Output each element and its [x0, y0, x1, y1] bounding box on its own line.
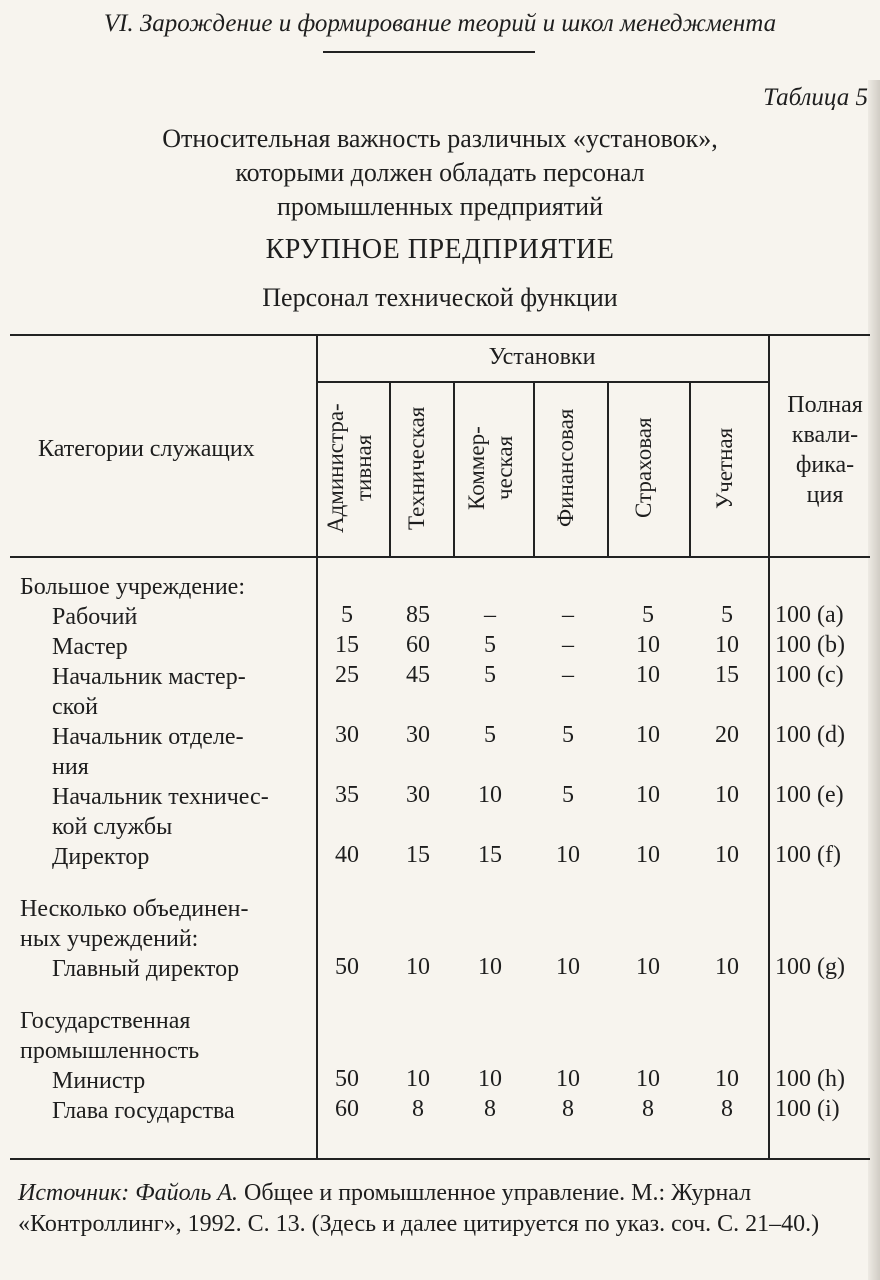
table-cell: 60: [335, 1096, 359, 1122]
table-cell: 5: [484, 722, 496, 748]
table-cell: 85: [406, 602, 430, 628]
table-title-line: Относительная важность различных «установок»,: [162, 124, 718, 153]
table-subtitle-function: Персонал технической функции: [262, 283, 618, 312]
row-label: Министр: [52, 1068, 146, 1094]
col-header-line: Техническая: [404, 406, 429, 530]
table-cell: 10: [715, 1066, 739, 1092]
table-cell: 8: [642, 1096, 654, 1122]
table-cell: 10: [636, 722, 660, 748]
group-label: Государственная: [20, 1008, 191, 1034]
group-label: Большое учреждение:: [20, 574, 245, 600]
row-label: Начальник мастер-: [52, 664, 246, 690]
col-header-financial: [552, 388, 588, 548]
col-header-line: Коммер-: [464, 426, 489, 510]
header-categories: Категории служащих: [38, 436, 255, 462]
table-cell: 10: [636, 662, 660, 688]
table-cell: 10: [556, 842, 580, 868]
table-cell: 10: [636, 954, 660, 980]
row-label: Начальник техничес-: [52, 784, 269, 810]
table-cell: 10: [406, 954, 430, 980]
table-cell: 10: [556, 1066, 580, 1092]
col-header-line: тивная: [351, 434, 376, 502]
col-header-line: ческая: [492, 435, 517, 501]
table-cell: –: [562, 632, 574, 658]
table-cell: 15: [715, 662, 739, 688]
table-subtitle: КРУПНОЕ ПРЕДПРИЯТИЕ: [265, 234, 615, 265]
group-label: ных учреждений:: [20, 926, 199, 952]
row-label: ния: [52, 754, 89, 780]
total-cell: 100 (f): [775, 842, 841, 868]
table-cell: 10: [478, 782, 502, 808]
table-cell: 8: [484, 1096, 496, 1122]
table-cell: 5: [341, 602, 353, 628]
header-total-line: Полная: [787, 392, 863, 418]
group-label: Несколько объединен-: [20, 896, 249, 922]
table-cell: 5: [562, 722, 574, 748]
table-cell: 10: [715, 782, 739, 808]
table-cell: 10: [406, 1066, 430, 1092]
table-cell: –: [562, 662, 574, 688]
col-header-line: Администра-: [323, 403, 348, 533]
col-divider: [689, 381, 691, 556]
table-cell: –: [562, 602, 574, 628]
total-cell: 100 (d): [775, 722, 845, 748]
table-cell: 8: [562, 1096, 574, 1122]
total-cell: 100 (i): [775, 1096, 840, 1122]
total-cell: 100 (c): [775, 662, 844, 688]
col-divider: [453, 381, 455, 556]
table-cell: 10: [715, 842, 739, 868]
table-cell: 30: [406, 722, 430, 748]
col-header-administrative: [322, 388, 384, 548]
header-attitudes: Установки: [488, 344, 596, 370]
col-header-line: Страховая: [631, 417, 656, 519]
row-label: Мастер: [52, 634, 128, 660]
table-cell: 10: [715, 954, 739, 980]
row-label: Глава государства: [52, 1098, 235, 1124]
table-cell: 60: [406, 632, 430, 658]
header-total-line: квали-: [791, 422, 859, 448]
row-label: Главный директор: [52, 956, 240, 982]
header-total-line: ция: [806, 482, 844, 508]
table-cell: 5: [721, 602, 733, 628]
table-bottom-rule: [10, 1158, 870, 1160]
row-label: Директор: [52, 844, 150, 870]
col-divider: [607, 381, 609, 556]
running-head-rule: [323, 51, 535, 53]
table-cell: 10: [636, 1066, 660, 1092]
col-header-insurance: [630, 388, 666, 548]
row-label: Начальник отделе-: [52, 724, 244, 750]
table-cell: 50: [335, 1066, 359, 1092]
source-note: [18, 1178, 873, 1240]
table-title-line: которыми должен обладать персонал: [235, 158, 645, 187]
col-header-line: Финансовая: [553, 408, 578, 528]
table-cell: 15: [335, 632, 359, 658]
source-text: Общее и промышленное управление. М.: Журнал «Контроллинг», 1992. С. 13. (Здесь и далее цитируется по указ. соч. С. 21–40.): [18, 1180, 820, 1237]
table-cell: 20: [715, 722, 739, 748]
running-head: VI. Зарождение и формирование теорий и школ менеджмента: [103, 10, 777, 37]
table-cell: 8: [412, 1096, 424, 1122]
table-number: Таблица 5: [763, 84, 868, 111]
col-header-commercial: [463, 388, 525, 548]
total-cell: 100 (b): [775, 632, 845, 658]
total-cell: 100 (e): [775, 782, 844, 808]
table-cell: 10: [556, 954, 580, 980]
table-cell: 10: [636, 782, 660, 808]
col-header-line: Учетная: [712, 427, 737, 509]
table-cell: 25: [335, 662, 359, 688]
row-label: Рабочий: [52, 604, 138, 630]
table-top-rule: [10, 334, 870, 336]
col-header-technical: [403, 388, 439, 548]
table-cell: 5: [484, 632, 496, 658]
group-header-rule: [316, 381, 768, 383]
table-cell: 10: [636, 632, 660, 658]
table-cell: 30: [406, 782, 430, 808]
table-cell: 50: [335, 954, 359, 980]
header-total: [770, 390, 880, 510]
table-cell: 35: [335, 782, 359, 808]
table-cell: –: [484, 602, 496, 628]
total-cell: 100 (a): [775, 602, 844, 628]
total-cell: 100 (h): [775, 1066, 845, 1092]
row-label: ской: [52, 694, 98, 720]
table-cell: 10: [478, 954, 502, 980]
table-cell: 5: [642, 602, 654, 628]
table-cell: 30: [335, 722, 359, 748]
header-bottom-rule: [10, 556, 870, 558]
table-cell: 10: [715, 632, 739, 658]
table-cell: 5: [484, 662, 496, 688]
col-divider: [389, 381, 391, 556]
table-title-line: промышленных предприятий: [277, 192, 603, 221]
col-divider: [533, 381, 535, 556]
table-cell: 45: [406, 662, 430, 688]
source-author: Источник: Файоль А.: [18, 1180, 239, 1206]
table-cell: 10: [478, 1066, 502, 1092]
row-label: кой службы: [52, 814, 173, 840]
total-cell: 100 (g): [775, 954, 845, 980]
table-title: [0, 122, 880, 224]
table-cell: 5: [562, 782, 574, 808]
table-cell: 10: [636, 842, 660, 868]
header-total-line: фика-: [795, 452, 855, 478]
table-cell: 40: [335, 842, 359, 868]
table-cell: 15: [406, 842, 430, 868]
table-cell: 8: [721, 1096, 733, 1122]
group-label: промышленность: [20, 1038, 200, 1064]
col-header-accounting: [711, 388, 747, 548]
table-cell: 15: [478, 842, 502, 868]
